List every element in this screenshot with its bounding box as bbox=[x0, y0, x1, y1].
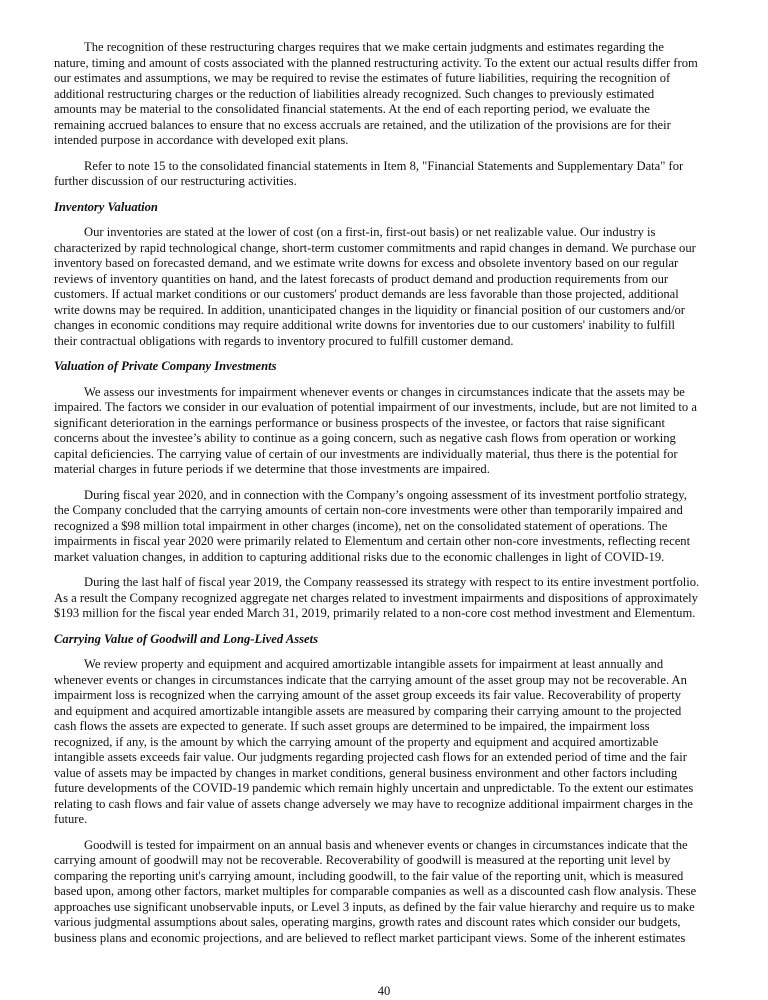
paragraph bbox=[54, 657, 724, 828]
section-heading: Valuation of Private Company Investments bbox=[54, 359, 277, 373]
text-line: future. bbox=[54, 812, 88, 826]
text-line: remaining accrued balances to ensure that no excess accruals are retained, and the utilization of the provisions are for their bbox=[54, 117, 671, 132]
text-line: As a result the Company recognized aggregate net charges related to investment impairments and dispositions of approximately bbox=[54, 590, 698, 605]
text-line: based upon, among other factors, market multiples for comparable companies as well as a discounted cash flow analysis. These bbox=[54, 884, 697, 898]
paragraph bbox=[54, 225, 724, 349]
text-line: relating to cash flows and fair value of assets change adversely we may have to recognize additional impairment charges in the bbox=[54, 796, 694, 811]
text-line: Our inventories are stated at the lower of cost (on a first-in, first-out basis) or net realizable value. Our industry is bbox=[84, 225, 656, 239]
text-line: significant deterioration in the earnings performance or business prospects of the investee, or factors that raise significant bbox=[54, 415, 665, 430]
text-line: We review property and equipment and acquired amortizable intangible assets for impairment at least annually and bbox=[84, 657, 664, 671]
text-line: material charges in future periods if we determine that those investments are impaired. bbox=[54, 462, 490, 476]
text-line: characterized by rapid technological change, short-term customer commitments and rapid changes in demand. We purchase our bbox=[54, 240, 696, 255]
text-line: future developments of the COVID-19 pandemic which remain highly uncertain and unpredictable. To the extent our estimates bbox=[54, 781, 694, 795]
text-line: their contractual obligations with regards to inventory procured to fulfill customer demand. bbox=[54, 333, 514, 348]
text-line: changes in economic conditions may require additional write downs for inventories due to our customers' inability to fulfill bbox=[54, 318, 675, 332]
section-heading: Inventory Valuation bbox=[54, 199, 158, 214]
text-line: recognized a $98 million total impairment in other charges (income), net on the consolidated statement of operations. The bbox=[54, 518, 668, 533]
text-line: impaired. The factors we consider in our evaluation of potential impairment of our investments, include, but are not limited to a bbox=[54, 400, 697, 414]
text-line: impairments in fiscal year 2020 were primarily related to Elementum and certain other non-core investments, reflecting recent bbox=[54, 534, 691, 548]
paragraph bbox=[54, 838, 724, 947]
text-line: capital deficiencies. The carrying value of certain of our investments are individually material, thus there is the potential for bbox=[54, 446, 678, 461]
text-line: various judgmental assumptions about sales, operating margins, growth rates and discount rates which consider our budgets, bbox=[54, 915, 681, 929]
paragraph bbox=[54, 488, 724, 566]
text-line: We assess our investments for impairment whenever events or changes in circumstances indicate that the assets may be bbox=[84, 384, 685, 399]
text-line: reviews of inventory quantities on hand, and the latest forecasts of product demand and production requirements from our bbox=[54, 271, 669, 286]
text-line: write downs may be required. In addition, unanticipated changes in the liquidity or financial position of our customers and/or bbox=[54, 302, 685, 317]
text-line: intangible assets exceeds fair value. Our judgments regarding projected cash flows for an extended period of time and the fair bbox=[54, 750, 687, 764]
text-line: business plans and economic projections, and are believed to reflect market participant views. Some of the inherent estimates bbox=[54, 930, 686, 945]
text-line: value of assets may be impacted by changes in market conditions, general business environment and other factors including bbox=[54, 765, 678, 780]
text-line: and equipment and acquired amortizable intangible assets are measured by comparing their carrying amount to the projected bbox=[54, 703, 682, 718]
text-line: our estimates and assumptions, we may be required to revise the estimates of future liabilities, requiring the recognition of bbox=[54, 71, 671, 85]
text-line: Goodwill is tested for impairment on an annual basis and whenever events or changes in circumstances indicate that the bbox=[84, 837, 688, 852]
text-line: The recognition of these restructuring charges requires that we make certain judgments and estimates regarding the bbox=[84, 40, 664, 54]
text-line: impairment loss is recognized when the carrying amount of the asset group exceeds its fair value. Recoverability of property bbox=[54, 688, 682, 702]
text-line: the Company concluded that the carrying amounts of certain non-core investments were other than temporarily impaired and bbox=[54, 503, 683, 517]
paragraph bbox=[54, 575, 724, 622]
text-line: During fiscal year 2020, and in connection with the Company’s ongoing assessment of its investment portfolio strategy, bbox=[84, 487, 687, 502]
text-line: whenever events or changes in circumstances indicate that the carrying amount of the asset group may not be recoverable. An bbox=[54, 672, 687, 687]
paragraph bbox=[54, 40, 724, 149]
text-line: Refer to note 15 to the consolidated financial statements in Item 8, "Financial Statements and Supplementary Data" for bbox=[84, 158, 684, 173]
paragraph bbox=[54, 385, 724, 478]
text-line: During the last half of fiscal year 2019, the Company reassessed its strategy with respect to its entire investment portfolio. bbox=[84, 575, 700, 589]
text-line: further discussion of our restructuring activities. bbox=[54, 174, 297, 188]
text-line: customers. If actual market conditions or our customers' product demands are less favorable than those projected, additional bbox=[54, 287, 679, 301]
section-heading: Carrying Value of Goodwill and Long-Lived Assets bbox=[54, 631, 319, 646]
text-line: recognized, if any, is the amount by which the carrying amount of the property and equipment and acquired amortizable bbox=[54, 734, 659, 749]
text-line: cash flows the assets are expected to generate. If such asset groups are determined to be impaired, the impairment loss bbox=[54, 719, 650, 733]
text-line: comparing the reporting unit's carrying amount, including goodwill, to the fair value of the reporting unit, which is measured bbox=[54, 868, 684, 883]
text-line: intended purpose in accordance with developed exit plans. bbox=[54, 133, 349, 147]
paragraph bbox=[54, 159, 724, 190]
text-line: nature, timing and amount of costs associated with the planned restructuring activity. To the extent our actual results differ from bbox=[54, 55, 698, 70]
text-line: $193 million for the fiscal year ended March 31, 2019, primarily related to a non-core cost method investment and Elementum. bbox=[54, 606, 696, 620]
text-line: inventory based on forecasted demand, and we estimate write downs for excess and obsolete inventory based on our regular bbox=[54, 256, 679, 270]
document-body bbox=[54, 40, 724, 956]
text-line: amounts may be material to the consolidated financial statements. At the end of each reporting period, we evaluate the bbox=[54, 102, 650, 116]
text-line: approaches use significant unobservable inputs, or Level 3 inputs, as defined by the fair value hierarchy and require us to make bbox=[54, 899, 695, 914]
page-number: 40 bbox=[377, 984, 391, 998]
text-line: concerns about the investee’s ability to continue as a going concern, such as negative cash flows from operation or working bbox=[54, 431, 676, 445]
text-line: carrying amount of goodwill may not be recoverable. Recoverability of goodwill is measured at the reporting unit level by bbox=[54, 853, 671, 867]
text-line: additional restructuring charges or the reduction of liabilities already recognized. Such changes to previously estimated bbox=[54, 86, 655, 101]
text-line: market valuation changes, in addition to capturing additional risks due to the economic challenges in light of COVID-19. bbox=[54, 549, 665, 564]
